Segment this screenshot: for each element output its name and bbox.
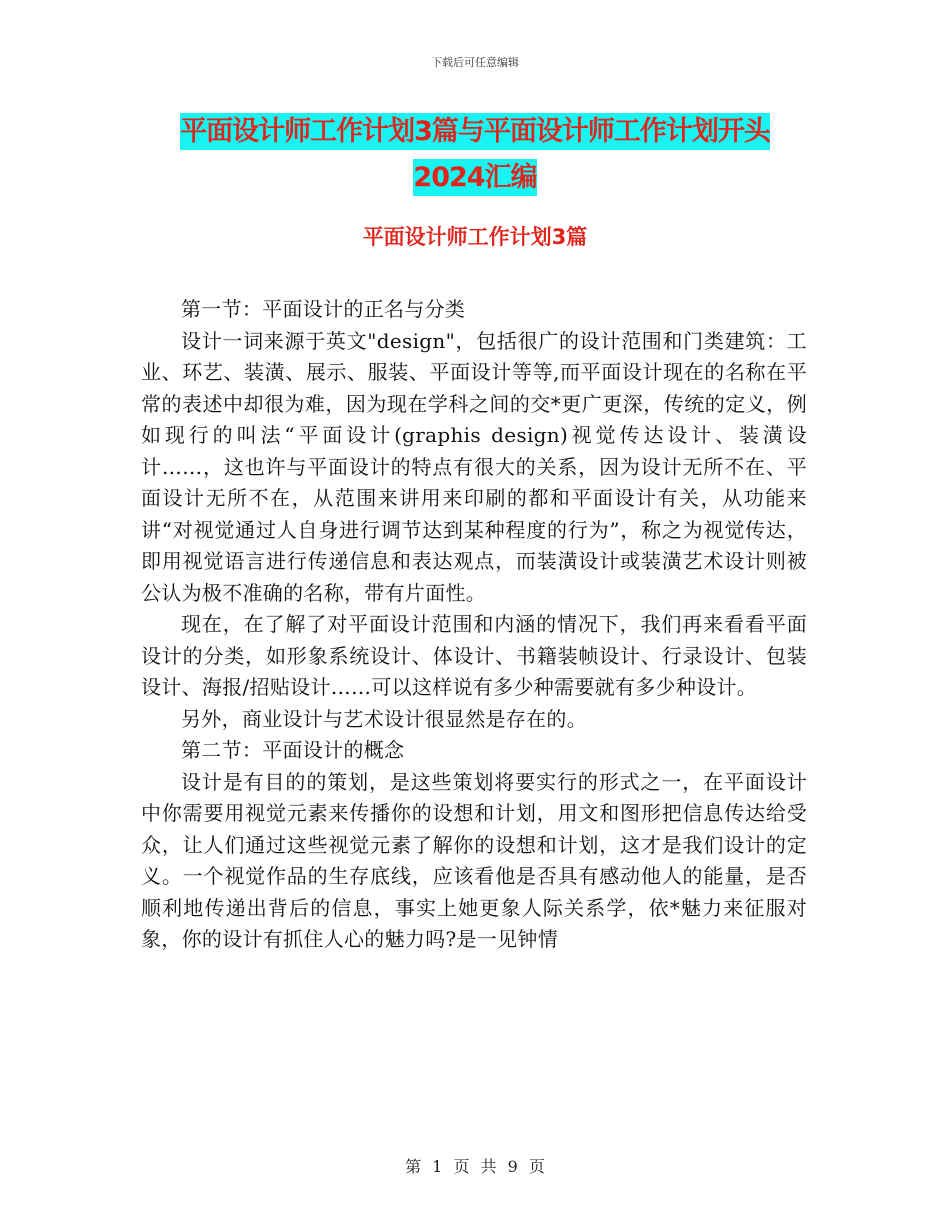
paragraph-heading-section-2: 第二节：平面设计的概念 [181,738,405,762]
page-number-footer: 第 1 页 共 9 页 [405,1157,545,1176]
title-line-2: 2024汇编 [413,159,536,196]
paragraph: 设计是有目的的策划，是这些策划将要实行的形式之一，在平面设计中你需要用视觉元素来传播你的设想和计划，用文和图形把信息传达给受众，让人们通过这些视觉元素了解你的设想和计划，这才是我们设计的定义。一个视觉作品的生存底线，应该看他是否具有感动他人的能量，是否顺利地传递出背后的信息，事实上她更象人际关系学，依*魅力来征服对象，你的设计有抓住人心的魅力吗?是一见钟情 [141,769,807,951]
document-title [140,109,810,201]
paragraph: 设计一词来源于英文"design"，包括很广的设计范围和门类建筑：工业、环艺、装潢、展示、服装、平面设计等等,而平面设计现在的名称在平常的表述中却很为难，因为现在学科之间的交*更广更深，传统的定义，例如现行的叫法“平面设计(graphis design)视觉传达设计、装潢设计……，这也许与平面设计的特点有很大的关系，因为设计无所不在、平面设计无所不在，从范围来讲用来印刷的都和平面设计有关，从功能来讲“对视觉通过人自身进行调节达到某种程度的行为”，称之为视觉传达，即用视觉语言进行传递信息和表达观点，而装潢设计或装潢艺术设计则被公认为极不准确的名称，带有片面性。 [141,328,807,605]
header-note: 下载后可任意编辑 [431,56,519,69]
title-line-1: 平面设计师工作计划3篇与平面设计师工作计划开头 [180,113,770,150]
section-title: 平面设计师工作计划3篇 [362,225,588,249]
paragraph: 现在，在了解了对平面设计范围和内涵的情况下，我们再来看看平面设计的分类，如形象系统设计、体设计、书籍装帧设计、行录设计、包装设计、海报/招贴设计……可以这样说有多少种需要就有多少种设计。 [141,612,807,699]
paragraph-heading-section-1: 第一节：平面设计的正名与分类 [181,297,466,321]
body-text [141,294,807,956]
paragraph: 另外，商业设计与艺术设计很显然是存在的。 [181,706,587,731]
